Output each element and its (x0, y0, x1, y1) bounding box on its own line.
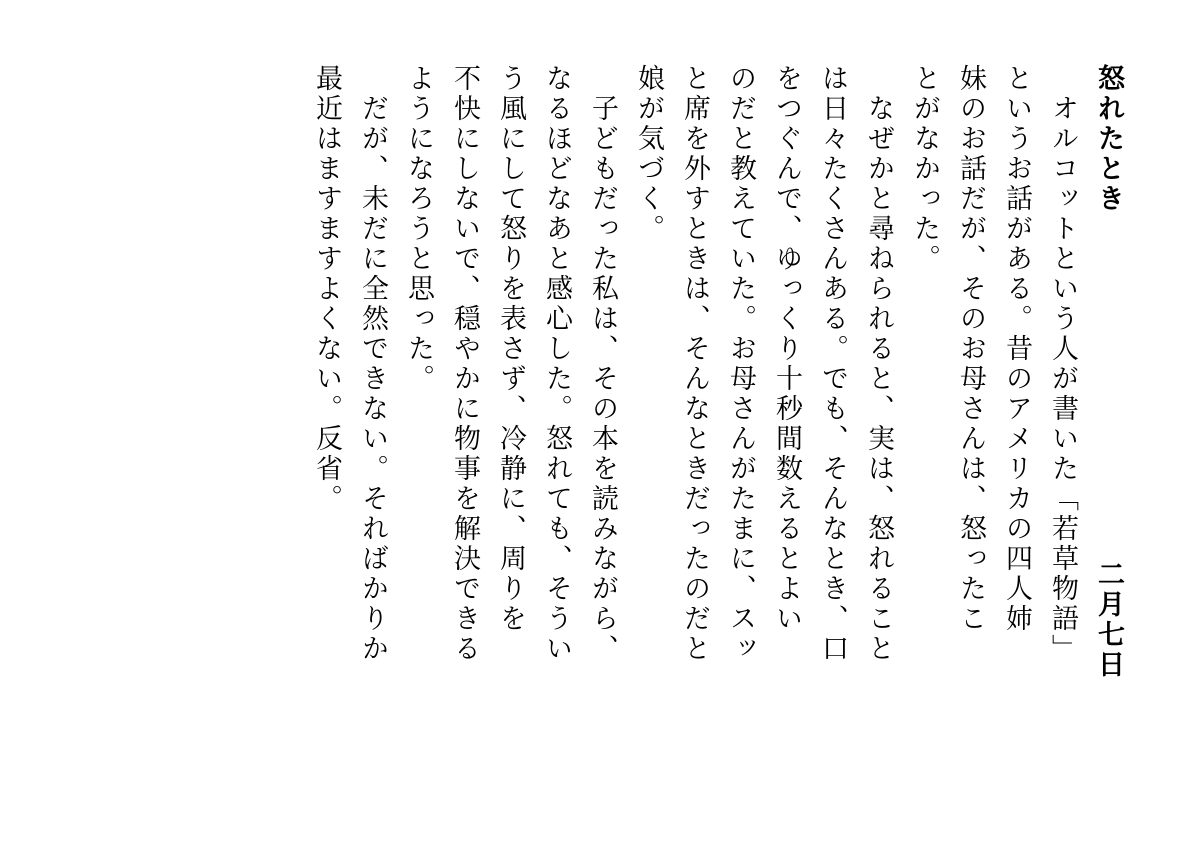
paragraph-line: 子どもだった私は、その本を読みながら、 (587, 94, 618, 664)
paragraph-line: をつぐんで、ゆっくり十秒間数えるとよい (771, 64, 802, 634)
paragraph-line: 妹のお話だが、そのお母さんは、怒ったこ (955, 64, 986, 634)
paragraph-line: だが、未だに全然できない。そればかりか (357, 94, 388, 664)
paragraph-line: う風にして怒りを表さず、冷静に、周りを (495, 64, 526, 634)
entry-date: 二月七日 (1093, 560, 1124, 680)
paragraph-line: は日々たくさんある。でも、そんなとき、口 (817, 64, 848, 664)
paragraph-line: なるほどなあと感心した。怒れても、そうい (541, 64, 572, 664)
paragraph-line: というお話がある。昔のアメリカの四人姉 (1001, 64, 1032, 634)
essay-title: 怒れたとき (1093, 64, 1124, 214)
paragraph-line: 不快にしないで、穏やかに物事を解決できる (449, 64, 480, 664)
paragraph-line: なぜかと尋ねられると、実は、怒れること (863, 94, 894, 664)
paragraph-line: とがなかった。 (909, 64, 940, 274)
paragraph-line: 最近はますますよくない。反省。 (311, 64, 342, 514)
paragraph-line: オルコットという人が書いた「若草物語」 (1047, 94, 1078, 664)
paragraph-line: と席を外すときは、そんなときだったのだと (679, 64, 710, 664)
essay-text (303, 64, 1131, 784)
paragraph-line: 娘が気づく。 (633, 64, 664, 244)
paragraph-line: ようになろうと思った。 (403, 64, 434, 394)
paragraph-line: のだと教えていた。お母さんがたまに、スッ (725, 64, 756, 664)
